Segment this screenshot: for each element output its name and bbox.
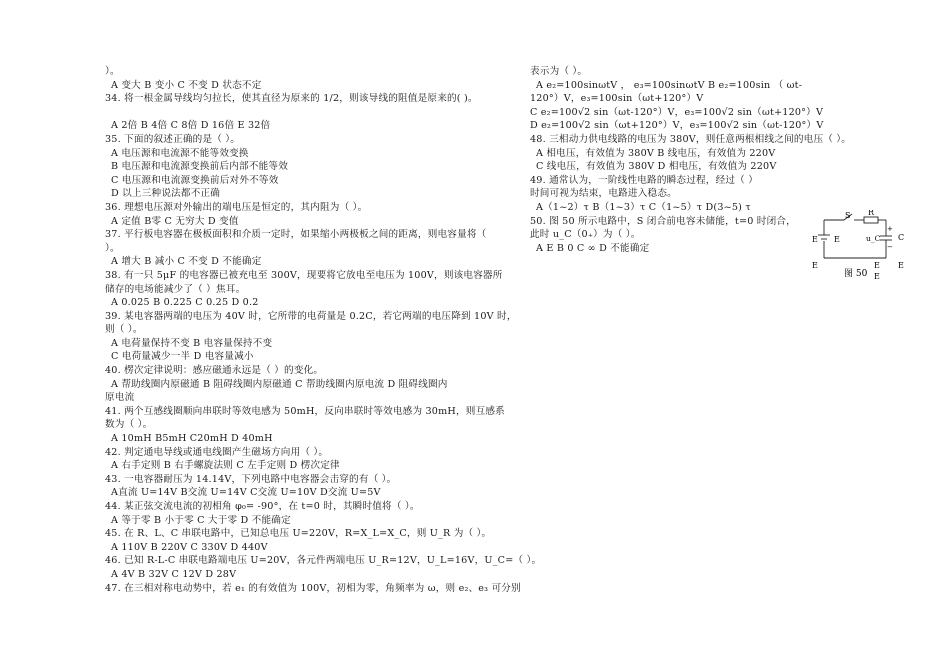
question-text-line: 42. 判定通电导线或通电线圈产生磁场方向用（ ）。 (105, 446, 329, 458)
bottom-right-label: E (898, 261, 904, 270)
question-text-line: 50. 图 50 所示电路中，S 闭合前电容未储能，t=0 时闭合， (530, 215, 796, 227)
bottom-mid-label: E (874, 261, 880, 270)
answer-options-line: B 电压源和电流源变换前后内部不能等效 (111, 161, 288, 173)
answer-options-line: A 110V B 220V C 330V D 440V (111, 541, 268, 553)
minus-label: − (887, 243, 893, 251)
question-text-line: 43. 一电容器耐压为 14.14V，下列电路中电容器会击穿的有（ ）。 (105, 473, 397, 485)
right-column (530, 65, 852, 255)
question-text-line: 41. 两个互感线圈顺向串联时等效电感为 50mH，反向串联时等效电感为 30mH，则互感系 (105, 405, 505, 417)
question-text-line: 储存的电场能减少了（ ）焦耳。 (105, 283, 246, 295)
question-text-line: 39. 某电容器两端的电压为 40V 时，它所带的电荷量是 0.2C，若它两端的电压降到 10V 时， (105, 310, 517, 322)
answer-options-line: A 电荷量保持不变 B 电容量保持不变 (111, 337, 273, 349)
capacitor-label: C (898, 233, 905, 242)
plus-label: + (887, 225, 893, 233)
question-text-line: 47. 在三相对称电动势中，若 e₁ 的有效值为 100V，初相为零，角频率为 ω，则 e₂、e₃ 可分别 (105, 582, 521, 594)
question-text-line: 原电流 (105, 392, 135, 404)
question-text-line: 36. 理想电压源对外输出的端电压是恒定的，其内阻为（ ）。 (105, 201, 368, 213)
answer-options-line: D 以上三种说法都不正确 (111, 188, 221, 200)
answer-options-line: C 线电压，有效值为 380V D 相电压，有效值为 220V (536, 161, 777, 173)
answer-options-line: A 相电压，有效值为 380V B 线电压，有效值为 220V (536, 147, 776, 159)
figure-50-circuit (812, 210, 912, 285)
question-text-line: D e₂=100√2 sin（ωt+120°）V，e₃=100√2 sin（ωt-120°）V (530, 120, 824, 132)
answer-options-line: C 电压源和电流源变换前后对外不等效 (111, 174, 279, 186)
answer-options-line: A 增大 B 减小 C 不变 D 不能确定 (111, 256, 262, 268)
caption-e-label: E (874, 272, 880, 281)
question-text-line: 则（ ）。 (105, 324, 143, 336)
question-text-line: 38. 有一只 5μF 的电容器已被充电至 300V，现要将它放电至电压为 100V，则该电容器所 (105, 269, 503, 281)
answer-options-line: A直流 U=14V B交流 U=14V C交流 U=10V D交流 U=5V (111, 487, 381, 499)
question-text-line: 35. 下面的叙述正确的是（ ）。 (105, 133, 241, 145)
question-text-line: 表示为（ ）。 (530, 66, 588, 77)
left-column (105, 65, 542, 595)
answer-options-line: A 电压源和电流源不能等效变换 (111, 147, 249, 159)
figure-caption: 图 50 (844, 269, 868, 279)
question-text-line: C e₂=100√2 sin（ωt-120°）V，e₃=100√2 sin（ωt+120°）V (530, 106, 824, 118)
answer-options-line: A 2倍 B 4倍 C 8倍 D 16倍 E 32倍 (111, 120, 271, 132)
uc-label: u_C (866, 234, 881, 243)
answer-options-line: A 变大 B 变小 C 不变 D 状态不定 (111, 79, 262, 91)
question-text-line: ）。 (105, 66, 120, 77)
question-text-line: 时间可视为结束，电路进入稳态。 (530, 188, 677, 200)
question-text-line: 40. 楞次定律说明：感应磁通永远是（ ）的变化。 (105, 365, 324, 377)
question-text-line: 44. 某正弦交流电流的初相角 φ₀= -90°，在 t=0 时，其瞬时值将（ ）。 (105, 501, 420, 512)
answer-options-line: C 电荷量减少一半 D 电容量减小 (111, 351, 254, 363)
answer-options-line: A 右手定则 B 右手螺旋法则 C 左手定则 D 楞次定律 (111, 460, 340, 472)
answer-options-line: A 帮助线圈内原磁通 B 阻碍线圈内原磁通 C 帮助线圈内原电流 D 阻碍线圈内 (111, 378, 448, 390)
answer-options-line: A 定值 B零 C 无穷大 D 变值 (111, 215, 239, 227)
question-text-line: 数为（ ）。 (105, 419, 153, 431)
bottom-left-label: E (812, 261, 818, 270)
question-text-line: 37. 平行板电容器在极板面积和介质一定时，如果缩小两极板之间的距离，则电容量将（ (105, 229, 487, 241)
question-text-line: 45. 在 R、L、C 串联电路中，已知总电压 U=220V，R=X_L=X_C，则 U_R 为（ ）。 (105, 528, 492, 540)
question-text-line: 46. 已知 R-L-C 串联电路端电压 U=20V，各元件两端电压 U_R=12V，U_L=16V，U_C=（ ）。 (105, 555, 542, 567)
answer-options-line: A（1~2）τ B（1~3）τ C（1~5）τ D(3~5) τ (536, 201, 751, 213)
switch-label: S (845, 211, 851, 220)
question-text-line: 49. 通常认为，一阶线性电路的瞬态过程，经过（ ） (530, 174, 759, 186)
question-text-line: 120°）V，e₃=100sin（ωt+120°）V (530, 93, 704, 105)
answer-options-line: A E B 0 C ∞ D 不能确定 (536, 242, 650, 254)
question-text-line: 此时 u_C（0₊）为（ ）。 (530, 229, 641, 241)
source-label-left: E (812, 235, 818, 244)
question-text-line (105, 106, 510, 120)
question-text-line: ）。 (105, 242, 120, 254)
answer-options-line: A 0.025 B 0.225 C 0.25 D 0.2 (111, 297, 259, 309)
resistor-label: R (868, 210, 875, 217)
source-label-inner: E (834, 235, 840, 244)
question-text-line: 34. 将一根金属导线均匀拉长，使其直径为原来的 1/2，则该导线的阻值是原来的( )。 (105, 93, 478, 105)
question-text-line: 48. 三相动力供电线路的电压为 380V，则任意两根相线之间的电压（ ）。 (530, 133, 852, 145)
answer-options-line: A 10mH B5mH C20mH D 40mH (111, 433, 273, 445)
answer-options-line: A e₂=100sinωtV ， e₃=100sinωtV B e₂=100sin （ ωt- (536, 79, 803, 91)
answer-options-line: A 4V B 32V C 12V D 28V (111, 568, 237, 580)
answer-options-line: A 等于零 B 小于零 C 大于零 D 不能确定 (111, 514, 291, 526)
